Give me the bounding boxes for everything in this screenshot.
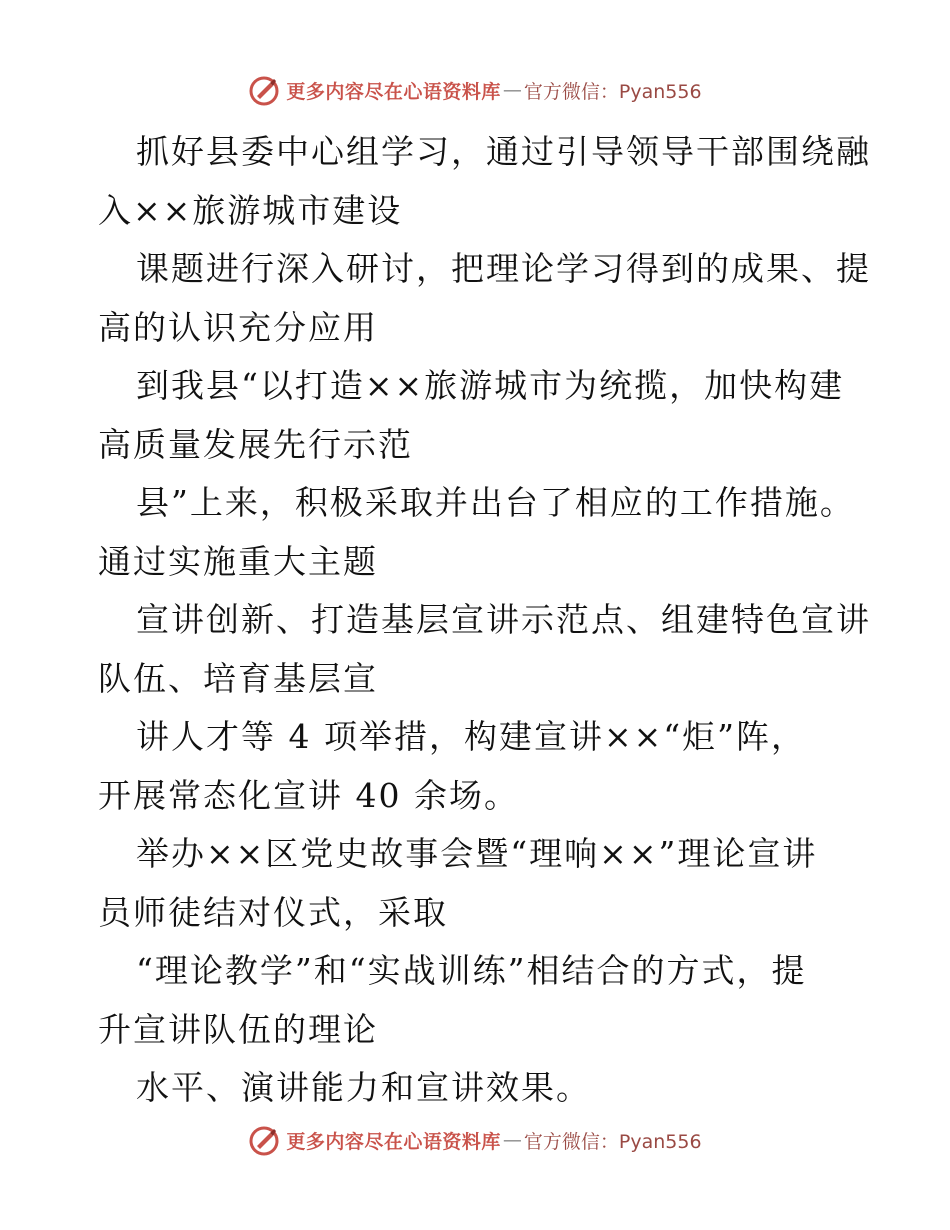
paragraph-line: 入××旅游城市建设 [98,190,403,230]
paragraph-line: 课题进行深入研讨，把理论学习得到的成果、提 [136,249,871,288]
watermark-separator: — [502,1129,522,1151]
footer-watermark [0,1120,950,1160]
watermark-wechat-text: 官方微信：Pyan556 [523,80,702,103]
paragraph-line: 到我县“以打造××旅游城市为统揽，加快构建 [136,366,845,405]
paragraph-line: 高质量发展先行示范 [98,424,413,464]
paragraph-line: 抓好县委中心组学习，通过引导领导干部围绕融 [136,132,871,171]
paragraph-line: 讲人才等 4 项举措，构建宣讲××“炬”阵， [136,717,807,756]
paragraph-line: 县”上来，积极采取并出台了相应的工作措施。 [136,483,855,522]
body-text [98,123,871,1118]
paragraph-line: 员师徒结对仪式，采取 [98,892,448,932]
paragraph-line: 开展常态化宣讲 40 余场。 [98,775,519,815]
paragraph-line: 举办××区党史故事会暨“理响××”理论宣讲 [136,834,818,873]
paragraph-line: 高的认识充分应用 [98,307,378,347]
pen-logo-icon [248,74,280,106]
watermark-main-text: 更多内容尽在心语资料库 [286,80,501,103]
paragraph-line: “理论教学”和“实战训练”相结合的方式，提 [136,951,807,990]
header-watermark [0,70,950,110]
paragraph-line: 升宣讲队伍的理论 [98,1009,378,1049]
paragraph-line: 通过实施重大主题 [98,541,378,581]
watermark-separator: — [502,79,522,101]
watermark-main-text: 更多内容尽在心语资料库 [286,1130,501,1153]
paragraph-line: 宣讲创新、打造基层宣讲示范点、组建特色宣讲 [136,600,871,639]
paragraph-line: 队伍、培育基层宣 [98,658,378,698]
watermark-wechat-text: 官方微信：Pyan556 [523,1130,702,1153]
pen-logo-icon [248,1124,280,1156]
paragraph-line: 水平、演讲能力和宣讲效果。 [136,1068,591,1107]
